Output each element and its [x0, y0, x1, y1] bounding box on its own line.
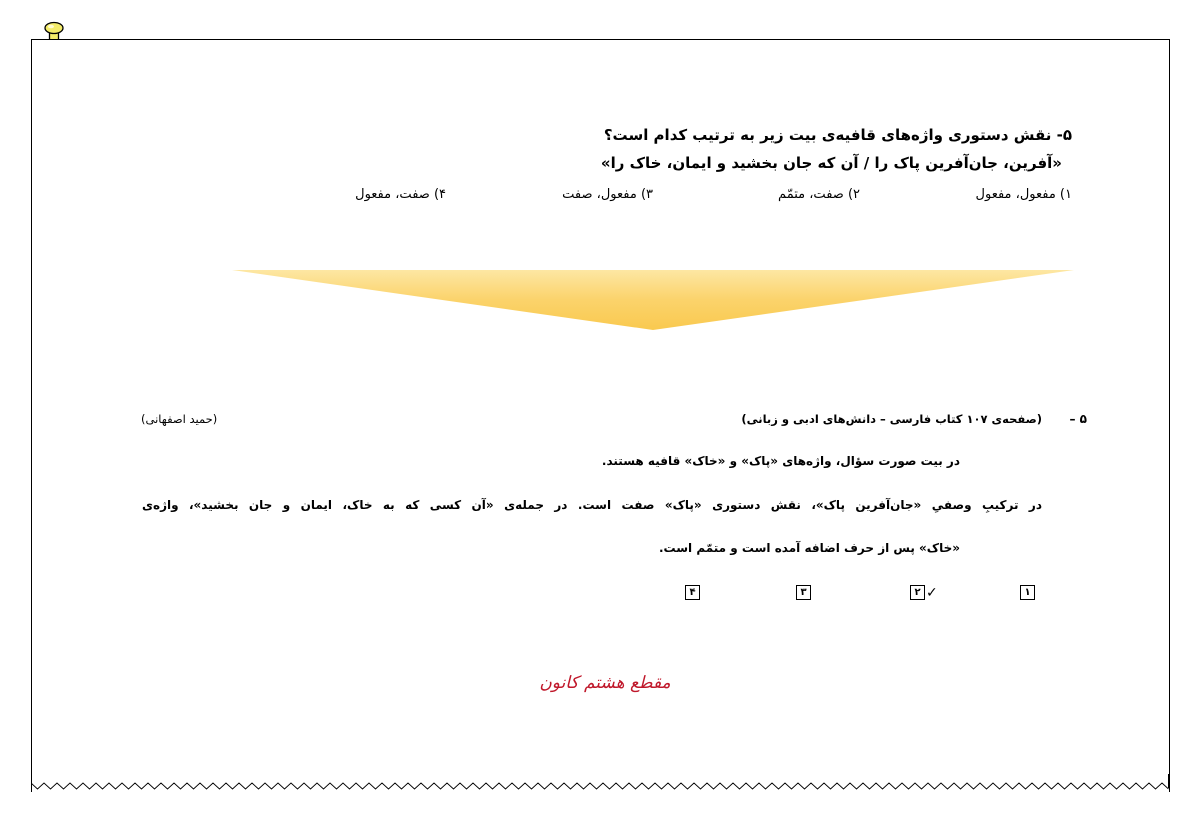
question-verse: «آفرین، جان‌آفرین پاک را / آن که جان بخشید و ایمان، خاک را»	[600, 154, 1062, 172]
answer-source: (صفحه‌ی ۱۰۷ کتاب فارسی – دانش‌های ادبی و زبانی)	[741, 412, 1042, 426]
answer-paragraph-3: «خاک» پس از حرف اضافه آمده است و متمّم است.	[658, 541, 960, 555]
footer-signature: مقطع هشتم کانون	[539, 673, 671, 693]
torn-edge	[31, 774, 1169, 794]
choice-3	[796, 582, 811, 598]
check-icon: ✓	[926, 584, 938, 601]
choice-3-box: ۳	[796, 585, 811, 600]
choice-4	[685, 582, 700, 598]
choice-2	[910, 582, 938, 601]
choice-2-box: ۲	[910, 585, 925, 600]
option-4: ۴) صفت، مفعول	[355, 187, 446, 202]
option-2: ۲) صفت، متمّم	[778, 187, 860, 202]
answer-number: ۵ –	[1069, 412, 1087, 426]
down-arrow-shape	[232, 268, 1074, 332]
answer-paragraph-2: در ترکیبِ وصفیِ «جان‌آفرین پاک»، نقش دستوری «پاک» صفت است. در جمله‌ی «آن کسی که به خاک، ایمان و جان بخشید»، واژه‌ی	[142, 498, 1042, 512]
question-title: ۵- نقش دستوری واژه‌های قافیه‌ی بیت زیر به ترتیب کدام است؟	[603, 126, 1072, 144]
choice-4-box: ۴	[685, 585, 700, 600]
option-3: ۳) مفعول، صفت	[562, 187, 653, 202]
choice-1-box: ۱	[1020, 585, 1035, 600]
answer-paragraph-1: در بیت صورت سؤال، واژه‌های «پاک» و «خاک» قافیه هستند.	[601, 454, 960, 468]
answer-author: (حمید اصفهانی)	[141, 412, 218, 426]
option-1: ۱) مفعول، مفعول	[975, 187, 1072, 202]
choice-1	[1020, 582, 1035, 598]
